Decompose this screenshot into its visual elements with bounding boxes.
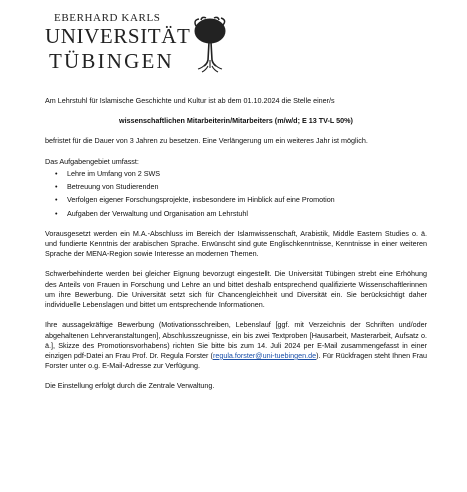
job-posting-body <box>45 96 427 392</box>
duration-text: befristet für die Dauer von 3 Jahren zu besetzen. Eine Verlängerung um ein weiteres Jahr ist möglich. <box>45 136 368 146</box>
logo-line-3: TÜBINGEN <box>49 49 174 73</box>
logo-line-2: UNIVERSITÄT <box>45 24 191 48</box>
tasks-list <box>45 169 427 219</box>
closing-text: Die Einstellung erfolgt durch die Zentrale Verwaltung. <box>45 381 215 391</box>
application-text-1: Ihre aussagekräftige Bewerbung (Motivationsschreiben, Lebenslauf [ggf. mit Verzeichnis der Schriften und/oder abgehaltenen Lehrveranstaltungen], Abschlusszeugnisse, ein bis zwei Textproben [Hausarbeit, Masterarbeit, Aufsatz o. ä.], Skizze des Promotionsvorhabens) richten Sie bitte bis zum 14. Juli 2024 per E-Mail zusammengefasst in einer einzigen pdf-Datei an Frau Prof. Dr. Regula Forster ( <box>45 320 427 360</box>
requirements-paragraph: Vorausgesetzt werden ein M.A.-Abschluss im Bereich der Islamwissenschaft, Arabistik, Middle Eastern Studies o. ä. und fundierte Kenntnis der arabischen Sprache. Erwünscht sind gute Englischkenntnisse, Kenntnisse in einer weiteren Sprache der MENA-Region sowie Interesse an modernen Themen. <box>45 228 427 259</box>
equality-paragraph: Schwerbehinderte werden bei gleicher Eignung bevorzugt eingestellt. Die Universität Tübingen strebt eine Erhöhung des Anteils von Frauen in Forschung und Lehre an und bittet deshalb entsprechend qualifizierte Wissenschaftlerinnen um ihre Bewerbung. Die Universität setzt sich für Chancengleichheit und Diversität ein. Sie berücksichtigt daher individuelle Lebenslagen und bittet um entsprechende Informationen. <box>45 269 427 310</box>
position-title: wissenschaftlichen Mitarbeiterin/Mitarbeiters (m/w/d; E 13 TV-L 50%) <box>119 116 353 126</box>
logo-line-1: EBERHARD KARLS <box>54 12 161 24</box>
university-logo <box>45 8 225 78</box>
task-item: • Lehre im Umfang von 2 SWS <box>67 169 427 179</box>
application-text-2: ). Für Rückfragen steht Ihnen Frau Forster unter o.g. E-Mail-Adresse zur Verfügung. <box>45 350 427 371</box>
palm-tree-icon <box>192 16 228 74</box>
application-paragraph <box>45 320 427 371</box>
task-item: • Verfolgen eigener Forschungsprojekte, insbesondere im Hinblick auf eine Promotion <box>67 195 427 205</box>
intro-text: Am Lehrstuhl für Islamische Geschichte und Kultur ist ab dem 01.10.2024 die Stelle einer/s <box>45 96 335 105</box>
email-link[interactable]: regula.forster@uni-tuebingen.de <box>212 350 317 360</box>
task-item: • Betreuung von Studierenden <box>67 182 427 192</box>
task-item: • Aufgaben der Verwaltung und Organisation am Lehrstuhl <box>67 209 427 219</box>
tasks-heading: Das Aufgabengebiet umfasst: <box>45 156 139 166</box>
